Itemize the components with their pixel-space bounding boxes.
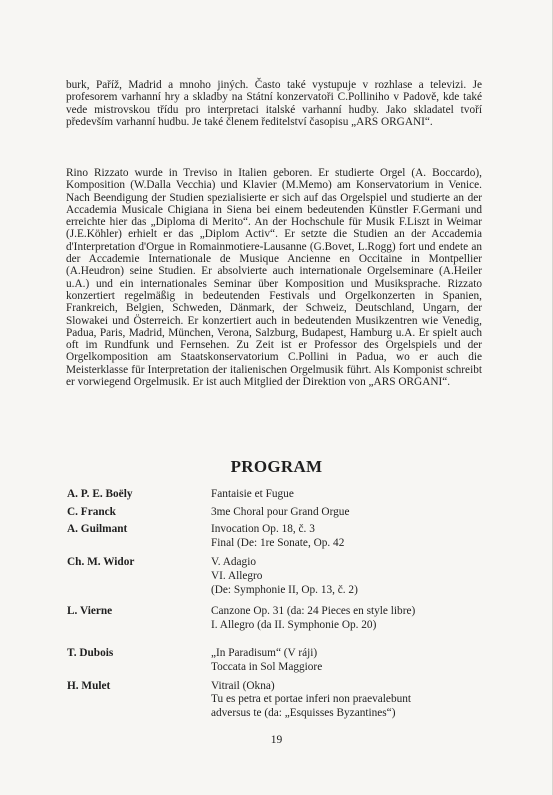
work-title: Toccata in Sol Maggiore xyxy=(211,660,323,673)
program-list xyxy=(67,488,497,719)
program-entry xyxy=(67,647,497,674)
work-list xyxy=(211,680,497,721)
work-list xyxy=(211,605,497,632)
composer-name: Ch. M. Widor xyxy=(67,556,135,569)
work-title: Canzone Op. 31 (da: 24 Pieces en style libre) xyxy=(211,605,416,618)
work-title: Invocation Op. 18, č. 3 xyxy=(211,523,315,536)
work-list xyxy=(211,506,497,520)
work-title: „In Paradisum“ (V ráji) xyxy=(211,647,318,660)
page-number: 19 xyxy=(270,734,283,746)
work-title: I. Allegro (da II. Symphonie Op. 20) xyxy=(211,618,377,631)
work-list xyxy=(211,556,497,597)
work-list xyxy=(211,523,497,550)
work-title: Final (De: 1re Sonate, Op. 42 xyxy=(211,536,345,549)
composer-name: H. Mulet xyxy=(67,679,111,692)
work-title: V. Adagio xyxy=(211,556,256,569)
work-title: Tu es petra et portae inferi non praevalebunt xyxy=(211,693,412,706)
work-title: (De: Symphonie II, Op. 13, č. 2) xyxy=(211,583,358,596)
work-title: adversus te (da: „Esquisses Byzantines“) xyxy=(211,706,396,719)
program-entry xyxy=(67,605,497,632)
program-entry xyxy=(67,523,497,550)
program-entry xyxy=(67,506,497,520)
program-entry xyxy=(67,556,497,597)
czech-paragraph: burk, Paříž, Madrid a mnoho jiných. Často také vystupuje v rozhlase a televizi. Je profesorem varhanní hry a skladby na Státní konzervatoři C.Polliniho v Padově, kde také vede mistrovskou třídu pro interpretaci italské varhanní hudby. Jako skladatel tvoří především varhanní hudbu. Je také členem ředitelství časopisu „ARS ORGANI“. xyxy=(66,79,482,128)
work-title: VI. Allegro xyxy=(211,569,263,582)
german-biography-paragraph: Rino Rizzato wurde in Treviso in Italien geboren. Er studierte Orgel (A. Boccardo), Komposition (W.Dalla Vecchia) und Klavier (M.Memo) am Konservatorium in Venice. Nach Beendigung der Studien spezialisierte er sich auf das Orgelspiel und studierte an der Accademia Musicale Chigiana in Siena bei einem bedeutenden Künstler F.Germani und erreichte hier das „Diploma di Merito“. An der Hochschule für Musik F.Liszt in Weimar (J.E.Köhler) erhielt er das „Diplom Activ“. Er setzte die Studien an der Accademia d'Interpretation d'Orgue in Romainmotiere-Lausanne (G.Bovet, L.Rogg) fort und endete an der Accademie Internationale de Musique Ancienne en Occitaine in Montpellier (A.Heudron) seine Studien. Er absolvierte auch internationale Orgelseminare (A.Heiler u.A.) und ein internationales Seminar über Komposition und Musiksprache. Rizzato konzertiert regelmäßig in bedeutenden Festivals und Orgelkonzerten in Spanien, Frankreich, Belgien, Schweden, Dänmark, der Schweiz, Deutschland, Ungarn, der Slowakei und Österreich. Er konzertiert auch in bedeutenden Musikzentren wie Venedig, Padua, Paris, Madrid, München, Verona, Salzburg, Budapest, Hamburg u.A. Er spielt auch oft im Rundfunk und Fernsehen. Zu Zeit ist er Professor des Orgelspiels und der Orgelkomposition am Staatskonservatorium C.Pollini in Padua, wo er auch die Meisterklasse für Interpretation der italienischen Orgelmusik führt. Als Komponist schreibt er vorwiegend Orgelmusik. Er ist auch Mitglied der Direktion von „ARS ORGANI“. xyxy=(66,167,482,389)
composer-name: A. Guilmant xyxy=(67,523,128,536)
program-heading: PROGRAM xyxy=(230,457,323,476)
program-entry xyxy=(67,488,497,502)
composer-name: T. Dubois xyxy=(67,647,114,660)
composer-name: L. Vierne xyxy=(67,605,113,618)
composer-name: A. P. E. Boëly xyxy=(67,488,133,500)
program-entry xyxy=(67,680,497,721)
composer-name: C. Franck xyxy=(67,505,116,518)
work-title: Fantaisie et Fugue xyxy=(211,488,294,500)
work-title: Vitrail (Okna) xyxy=(211,679,275,692)
work-list xyxy=(211,488,497,502)
work-title: 3me Choral pour Grand Orgue xyxy=(211,505,350,518)
work-list xyxy=(211,647,497,674)
